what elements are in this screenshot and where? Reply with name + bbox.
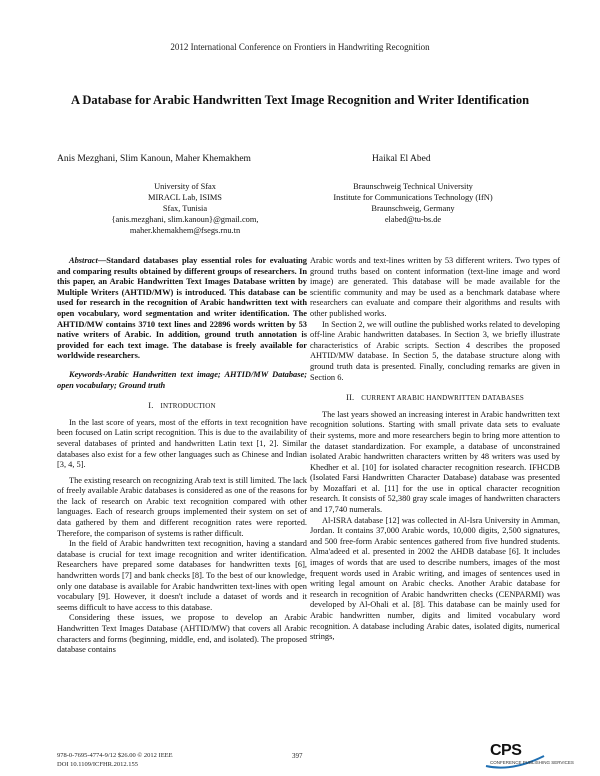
paragraph: Al-ISRA database [12] was collected in Al-Isra University in Amman, Jordan. It contains 37,000 Arabic words, 10,000 digits, 2,500 signatures, and 500 free-form Arabic sentences gathered from five hundred students. Alma'adeed et al. presented in 2002 the AHDB database [6]. It includes images of words that are used to describe numbers, images of the most frequent words used in Arabic writing, and images of sentences used in writing legal amount on Arabic checks. Another Arabic database for research in recognition of Arabic handwritten checks (CENPARMI) was developed by Al-Ohali et al. [8]. This database can be mainly used for Arabic handwritten number, digits and limited vocabulary word recognition. A database including Arabic dates, isolated digits, numerical strings, (310, 515, 560, 642)
abstract-label: Abstract (69, 256, 98, 265)
section-title: INTRODUCTION (160, 402, 216, 411)
section-title: CURRENT ARABIC HANDWRITTEN DATABASES (361, 394, 524, 403)
isbn-line: 978-0-7695-4774-9/12 $26.00 © 2012 IEEE (57, 752, 173, 759)
affiliation-email: maher.khemakhem@fsegs.rnu.tn (129, 226, 241, 235)
paragraph: In the last score of years, most of the efforts in text recognition have been focused on Latin script recognition. This is due to the availability of several databases of printed and handwritten Latin text [1, 2]. Similar databases also exist for a few other languages such as Chinese and Indian [3, 4, 5]. (57, 417, 307, 470)
affiliation-right (318, 181, 508, 225)
conference-header: 2012 International Conference on Frontiers in Handwriting Recognition (170, 42, 430, 52)
footer-copyright (57, 752, 173, 769)
abstract-text: —Standard databases play essential roles for evaluating and comparing results obtained by different groups of researchers. In this paper, an Arabic Handwritten Text Images Database written by Multiple Writers (AHTID/MW) is introduced. This database can be used for research in the recognition of Arabic handwritten text with open vocabulary, word segmentation and writer identification. The AHTID/MW contains 3710 text lines and 22896 words written by 53 native writers of Arabic. In addition, ground truth annotation is provided for each text image. The database is freely available for worldwide researchers. (57, 256, 307, 361)
cps-logo-text: CPS (490, 742, 522, 759)
right-column (310, 256, 560, 643)
affiliation-email: {anis.mezghani, slim.kanoun}@gmail.com, (111, 215, 259, 224)
page-number: 397 (292, 752, 303, 760)
paragraph: In Section 2, we will outline the published works related to developing off-line Arabic handwritten databases. In Section 3, we briefly illustrate characteristics of Arabic scripts. Section 4 describes the proposed AHTID/MW database. In Section 5, the database structure along with ground truth data is presented. Finally, concluding remarks are given in Section 6. (310, 319, 560, 382)
affiliation-line: Sfax, Tunisia (162, 204, 208, 213)
author-names-left: Anis Mezghani, Slim Kanoun, Maher Khemakhem (57, 154, 251, 164)
affiliation-line: Braunschweig Technical University (353, 182, 473, 191)
affiliation-email: elabed@tu-bs.de (384, 215, 442, 224)
paragraph: Arabic words and text-lines written by 53 different writers. Two types of ground truths based on content information (text-line image and word image) are generated. This database will be made available for the scientific community and may be used as a benchmark database where researchers can evaluate and compare their algorithms and results with other published works. (310, 256, 560, 318)
affiliation-left (90, 181, 280, 236)
cps-logo (482, 742, 574, 772)
left-column (57, 256, 307, 656)
doi-line: DOI 10.1109/ICFHR.2012.155 (57, 760, 139, 768)
section-number: II. (346, 393, 355, 403)
section-number: I. (148, 401, 154, 411)
keywords: Keywords-Arabic Handwritten text image; AHTID/MW Database; open vocabulary; Ground truth (57, 369, 307, 390)
paragraph: The last years showed an increasing interest in Arabic handwritten text recognition solutions. Starting with small private data sets to evaluate their systems, more and more researchers begin to bring more attention to the dataset standardization. For example, a database of unconstrained isolated Arabic handwritten characters written by 48 writers was used by Khedher et al. [10] for isolated character recognition research. IFHCDB (Isolated Farsi Handwritten Character Database) database was presented by Mozaffari et al. [11] for the use in optical character recognition research. It consists of 52,380 gray scale images of handwritten characters and 17,740 numerals. (310, 409, 560, 515)
cps-logo-subtext: CONFERENCE PUBLISHING SERVICES (490, 760, 574, 765)
affiliation-line: Institute for Communications Technology (IfN) (333, 193, 493, 202)
paragraph: Considering these issues, we propose to develop an Arabic Handwritten Text Images Database (AHTID/MW) that covers all Arabic characters and forms (beginning, middle, end, and isolated). The proposed database contains (57, 613, 307, 655)
affiliation-line: University of Sfax (154, 182, 216, 191)
affiliation-line: Braunschweig, Germany (371, 204, 455, 213)
affiliation-line: MIRACL Lab, ISIMS (148, 193, 222, 202)
paper-title: A Database for Arabic Handwritten Text Image Recognition and Writer Identification (70, 93, 530, 107)
author-names-right: Haikal El Abed (372, 154, 431, 164)
paragraph: In the field of Arabic handwritten text recognition, having a standard database is crucial for text image recognition and writer identification. Researchers have prepared some databases for handwritten texts [6], handwritten words [7] and bank checks [8]. To the best of our knowledge, only one database is available for Arabic handwritten text-lines with open vocabulary [9]. However, it doesn't include a dataset of words and it seems difficult to have access to this database. (57, 539, 307, 612)
section-heading-introduction (57, 401, 307, 412)
abstract (57, 256, 307, 362)
paragraph: The existing research on recognizing Arab text is still limited. The lack of freely available Arabic databases is considered as one of the reasons for the lack of research on Arabic text recognition compared with other languages. Each of research groups implemented their system on set of data gathered by them and different recognition rates were reported. Therefore, the comparison of systems is rather difficult. (57, 475, 307, 538)
section-heading-databases (310, 393, 560, 404)
